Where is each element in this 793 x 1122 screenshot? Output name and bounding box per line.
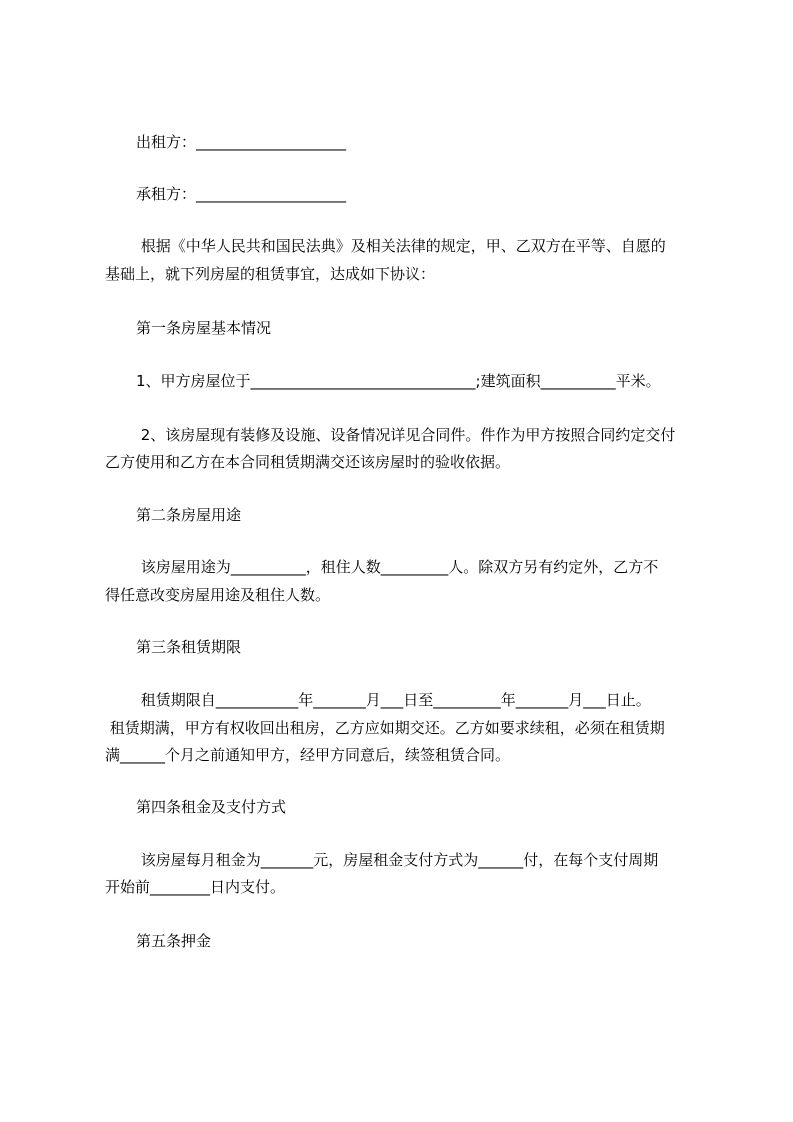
article4-line-2: 开始前________日内支付。 (105, 878, 286, 896)
lessee-line: 承租方：____________________ (136, 185, 347, 203)
article3-line-3: 满______个月之前通知甲方，经甲方同意后，续签租赁合同。 (105, 746, 511, 764)
article1-heading: 第一条房屋基本情况 (136, 319, 272, 337)
preamble-line-1: 根据《中华人民共和国民法典》及相关法律的规定，甲、乙双方在平等、自愿的 (136, 237, 666, 255)
article3-line-1: 租赁期限自___________年_______月___日至_________年_______月___日止。 (136, 691, 651, 709)
preamble-line-2: 基础上，就下列房屋的租赁事宜，达成如下协议： (105, 265, 436, 283)
article4-heading: 第四条租金及支付方式 (136, 798, 287, 816)
article1-item2-line-2: 乙方使用和乙方在本合同租赁期满交还该房屋时的验收依据。 (105, 453, 511, 471)
lessor-line: 出租方：____________________ (136, 133, 347, 151)
article2-line-2: 得任意改变房屋用途及租住人数。 (105, 586, 331, 604)
article2-heading: 第二条房屋用途 (136, 506, 242, 524)
article3-heading: 第三条租赁期限 (136, 638, 242, 656)
article5-heading: 第五条押金 (136, 932, 212, 950)
article4-line-1: 该房屋每月租金为_______元，房屋租金支付方式为______付，在每个支付周期 (136, 851, 659, 869)
article2-line-1: 该房屋用途为__________，租住人数_________人。除双方另有约定外，乙方不 (136, 558, 659, 576)
article1-item1: 1、甲方房屋位于______________________________;建筑面积__________平米。 (136, 372, 661, 390)
article1-item2-line-1: 2、该房屋现有装修及设施、设备情况详见合同件。件作为甲方按照合同约定交付 (136, 426, 676, 444)
article3-line-2: 租赁期满，甲方有权收回出租房，乙方应如期交还。乙方如要求续租，必须在租赁期 (105, 719, 665, 737)
